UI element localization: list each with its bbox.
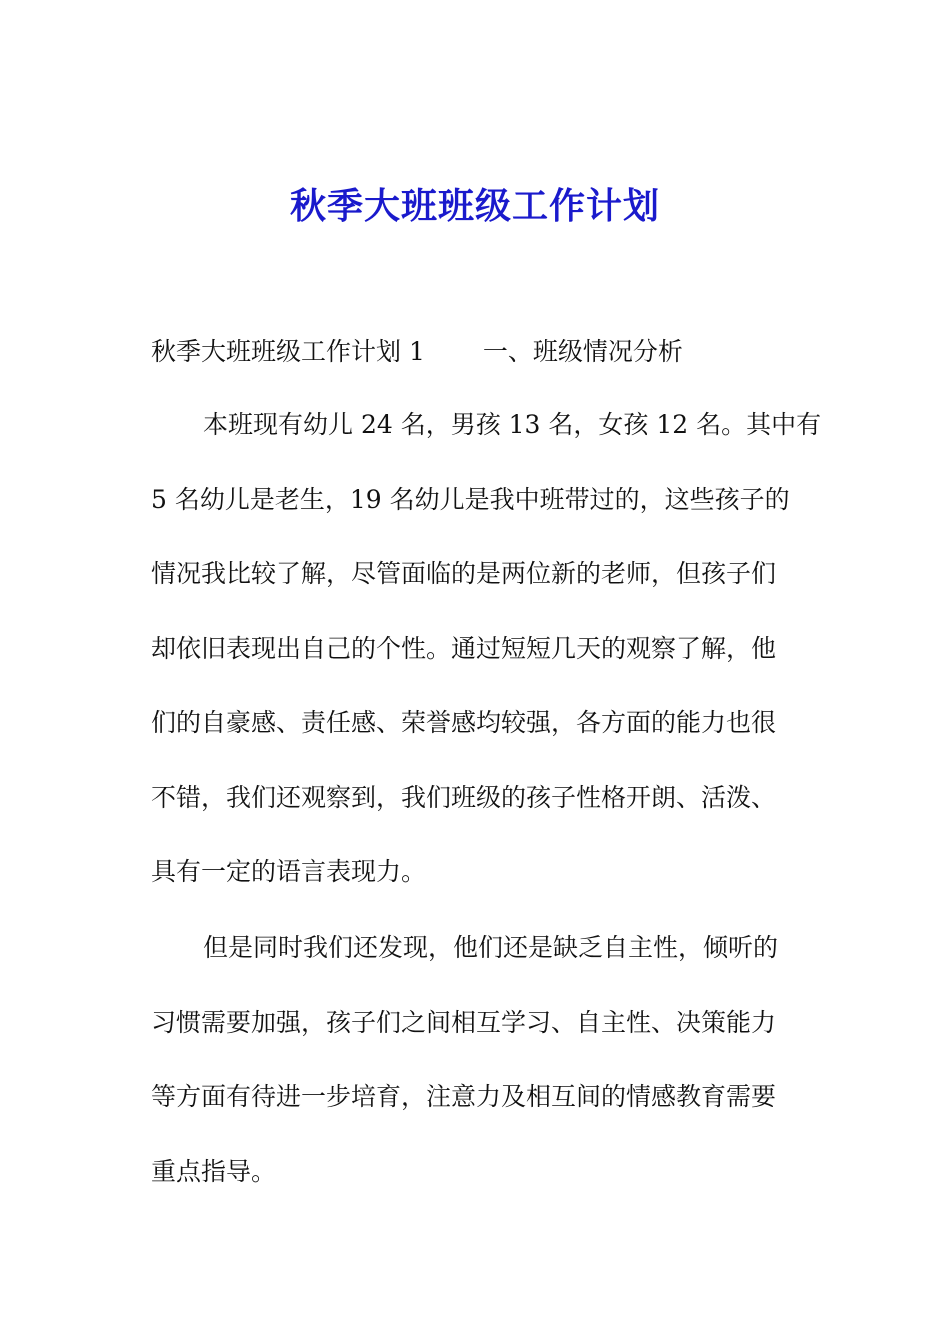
paragraph-line: 等方面有待进一步培育，注意力及相互间的情感教育需要 (151, 1082, 777, 1111)
paragraph-line: 不错，我们还观察到，我们班级的孩子性格开朗、活泼、 (151, 782, 777, 812)
paragraph-line: 们的自豪感、责任感、荣誉感均较强，各方面的能力也很 (151, 708, 777, 737)
paragraph-line: 本班现有幼儿 24 名，男孩 13 名，女孩 12 名。其中有 (203, 410, 822, 439)
paragraph-line: 但是同时我们还发现，他们还是缺乏自主性，倾听的 (203, 933, 779, 962)
paragraph-class-situation (151, 388, 822, 910)
paragraph-improvement (151, 911, 801, 1209)
section-heading: 一、班级情况分析 (482, 337, 683, 366)
paragraph-line: 5 名幼儿是老生，19 名幼儿是我中班带过的，这些孩子的 (151, 484, 790, 514)
paragraph-line: 却依旧表现出自己的个性。通过短短几天的观察了解，他 (151, 633, 777, 663)
plan-subtitle: 秋季大班班级工作计划 1 (151, 337, 425, 366)
paragraph-line: 情况我比较了解，尽管面临的是两位新的老师，但孩子们 (151, 559, 777, 588)
document-title: 秋季大班班级工作计划 (289, 185, 660, 227)
paragraph-line: 重点指导。 (151, 1156, 277, 1186)
section-heading-line (151, 334, 683, 370)
paragraph-line: 具有一定的语言表现力。 (151, 857, 427, 886)
paragraph-line: 习惯需要加强，孩子们之间相互学习、自主性、决策能力 (151, 1007, 777, 1037)
